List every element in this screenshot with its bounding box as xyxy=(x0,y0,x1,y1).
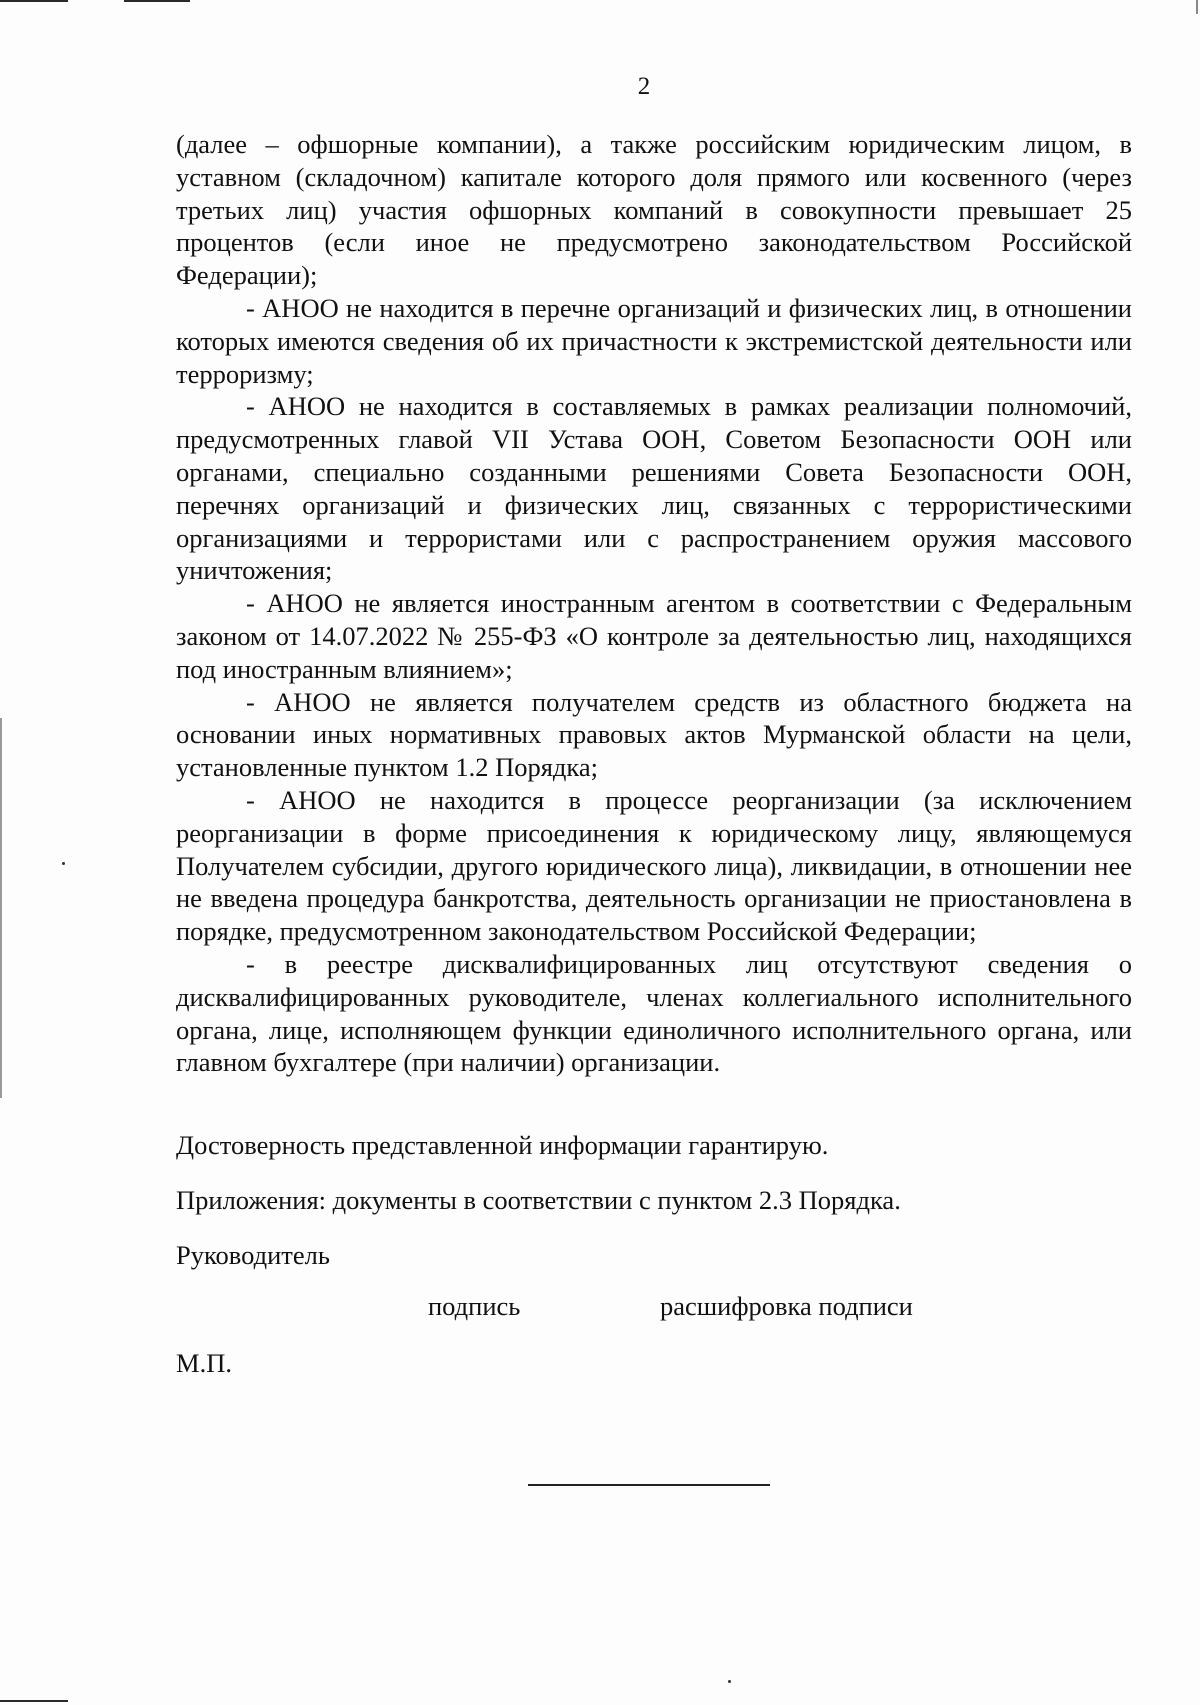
scan-speck xyxy=(62,862,65,865)
paragraph-foreign-agent: - АНОО не является иностранным агентом в соответствии с Федеральным законом от 14.07.2022 № 255-ФЗ «О контроле за деятельностью лиц, находящихся под иностранным влиянием»; xyxy=(176,588,1132,684)
paragraph-offshore: (далее – офшорные компании), а также российским юридическим лицом, в уставном (складочном) капитале которого доля прямого или косвенного (через третьих лиц) участия офшорных компаний в совокупности превышает 25 процентов (если иное не предусмотрено законодательством Российской Федерации); xyxy=(176,129,1132,291)
paragraph-extremism: - АНОО не находится в перечне организаций и физических лиц, в отношении которых имеются сведения об их причастности к экстремистской деятельности или терроризму; xyxy=(176,292,1132,389)
scan-speck xyxy=(728,1680,731,1683)
page-number: 2 xyxy=(637,73,651,100)
paragraph-reorganization: - АНОО не находится в процессе реорганизации (за исключением реорганизации в форме присоединения к юридическому лицу, являющемуся Получателем субсидии, другого юридического лица), ликвидации, в отношении нее не введена процедура банкротства, деятельность организации не приостановлена в порядке, предусмотренном законодательством Российской Федерации; xyxy=(176,784,1132,947)
seal-label: М.П. xyxy=(176,1348,232,1378)
scan-edge-mark-top-left xyxy=(0,0,68,2)
scan-edge-mark-bottom-left xyxy=(0,1700,68,1702)
signature-decode-caption: расшифровка подписи xyxy=(660,1291,913,1321)
guarantee-statement: Достоверность представленной информации гарантирую. xyxy=(176,1130,829,1160)
end-of-document-rule xyxy=(528,1484,770,1486)
paragraph-un-lists: - АНОО не находится в составляемых в рамках реализации полномочий, предусмотренных главой VII Устава ООН, Советом Безопасности ООН или органами, специально созданными решениями Совета Безопасности ООН, перечнях организаций и физических лиц, связанных с террористическими организациями и террористами или с распространением оружия массового уничтожения; xyxy=(176,391,1132,586)
paragraph-regional-budget: - АНОО не является получателем средств из областного бюджета на основании иных нормативных правовых актов Мурманской области на цели, установленные пунктом 1.2 Порядка; xyxy=(176,686,1132,783)
head-label: Руководитель xyxy=(176,1240,330,1270)
scan-edge-mark-top xyxy=(124,0,190,2)
body-text xyxy=(176,128,1132,1079)
attachments-statement: Приложения: документы в соответствии с пунктом 2.3 Порядка. xyxy=(176,1185,901,1215)
scan-edge-mark-left xyxy=(0,718,2,1098)
scan-edge-mark-right xyxy=(1196,0,1198,14)
paragraph-disqualified-registry: - в реестре дисквалифицированных лиц отсутствуют сведения о дисквалифицированных руководителе, членах коллегиального исполнительного органа, лице, исполняющем функции единоличного исполнительного органа, или главном бухгалтере (при наличии) организации. xyxy=(176,948,1132,1078)
signature-caption: подпись xyxy=(428,1291,521,1321)
